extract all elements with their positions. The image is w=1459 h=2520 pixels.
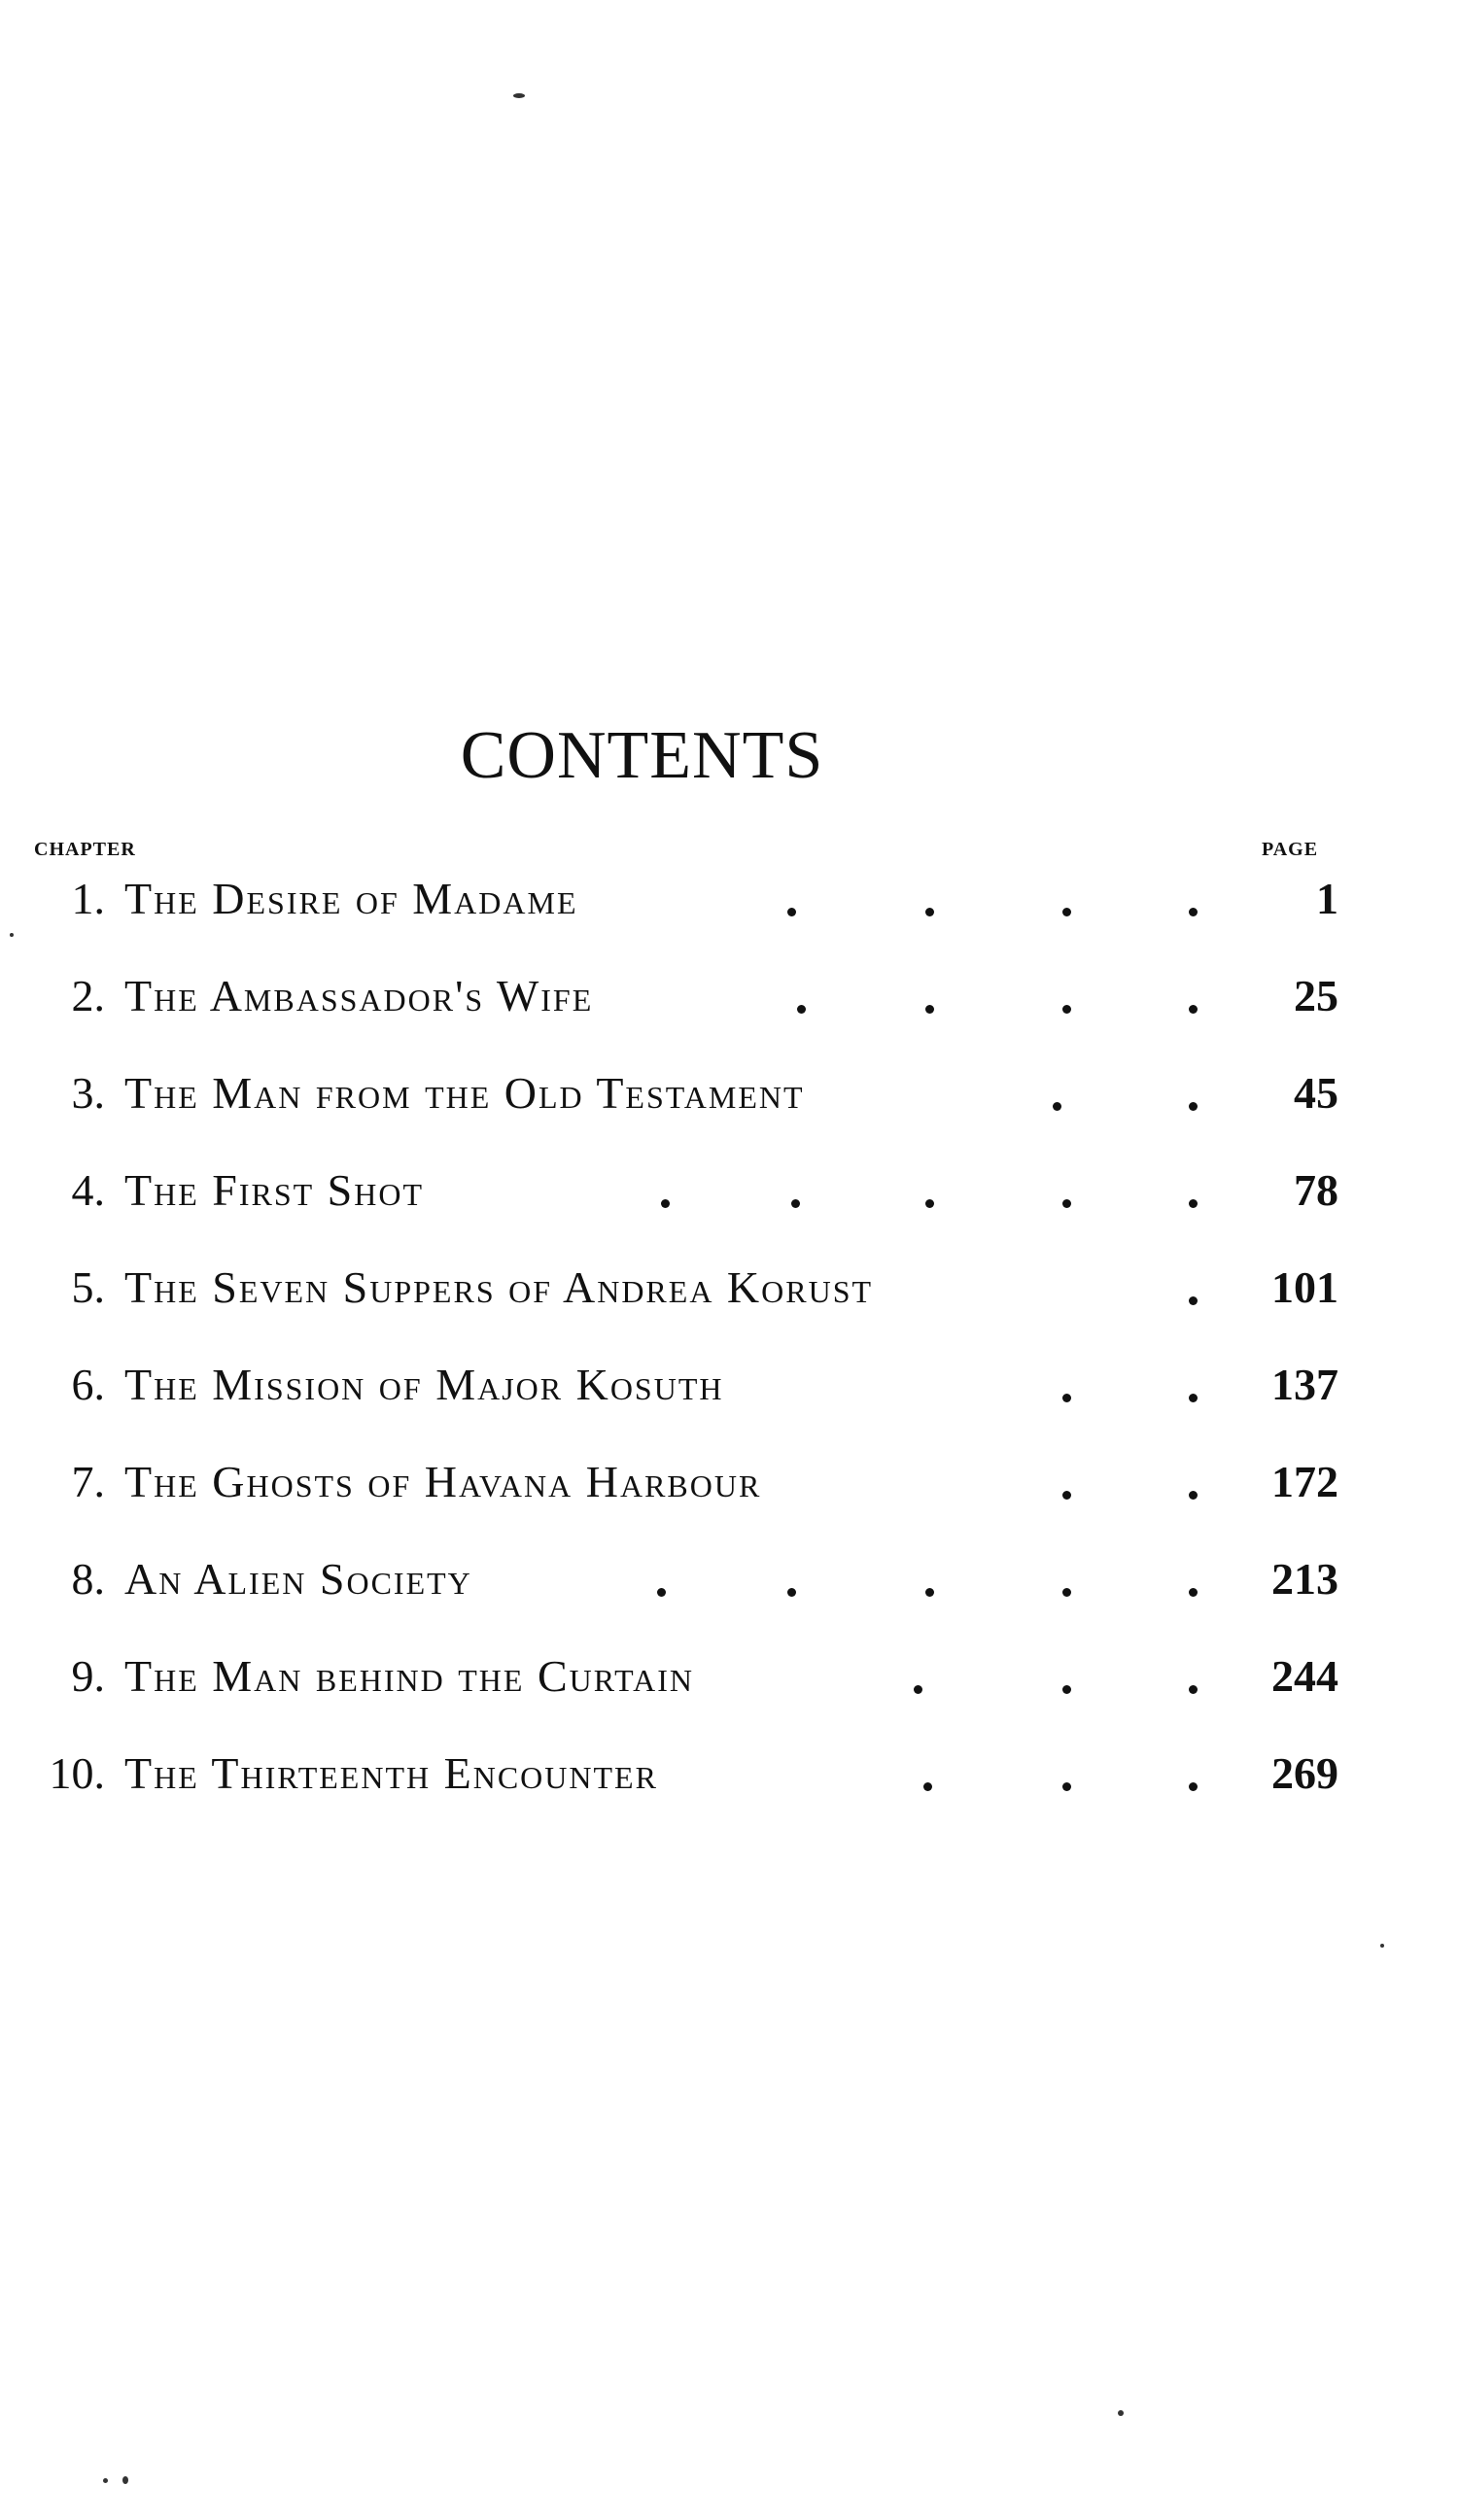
chapter-number: 8.: [71, 1554, 105, 1604]
page-number: 45: [1294, 1068, 1338, 1118]
page-number: 244: [1271, 1651, 1338, 1701]
leader-dots: [124, 1740, 1198, 1808]
chapter-title: The Man from the Old Testament: [124, 1068, 805, 1118]
scan-speck: [103, 2478, 108, 2483]
contents-heading: CONTENTS: [460, 718, 824, 793]
page-number: 269: [1271, 1748, 1338, 1798]
chapter-number: 9.: [71, 1651, 105, 1701]
toc-entry[interactable]: [0, 1351, 1459, 1419]
chapter-number: 7.: [71, 1457, 105, 1506]
toc-entry[interactable]: [0, 1545, 1459, 1613]
page-number: 78: [1294, 1165, 1338, 1215]
page-number: 1: [1316, 874, 1338, 923]
toc-entry[interactable]: [0, 1254, 1459, 1322]
leader-dots: [124, 1545, 1198, 1613]
chapter-title: The Desire of Madame: [124, 874, 578, 923]
chapter-number: 6.: [71, 1360, 105, 1409]
chapter-title: The Thirteenth Encounter: [124, 1748, 658, 1798]
chapter-title: The Mission of Major Kosuth: [124, 1360, 724, 1409]
chapter-number: 3.: [71, 1068, 105, 1118]
leader-dots: [124, 962, 1198, 1030]
leader-dots: [124, 865, 1198, 933]
chapter-number: 4.: [71, 1165, 105, 1215]
page-number: 137: [1271, 1360, 1338, 1409]
chapter-number: 1.: [71, 874, 105, 923]
scan-speck: [1118, 2410, 1124, 2416]
chapter-column-header: CHAPTER: [34, 839, 136, 860]
page-column-header: PAGE: [1262, 839, 1319, 860]
toc-entry[interactable]: [0, 1642, 1459, 1710]
leader-dots: [124, 1254, 1198, 1322]
toc-entry[interactable]: [0, 962, 1459, 1030]
chapter-number: 2.: [71, 971, 105, 1020]
chapter-number: 10.: [49, 1748, 105, 1798]
chapter-title: The First Shot: [124, 1165, 425, 1215]
toc-entry[interactable]: [0, 1156, 1459, 1225]
chapter-title: The Man behind the Curtain: [124, 1651, 695, 1701]
scan-speck: [122, 2476, 128, 2484]
toc-entry[interactable]: [0, 1740, 1459, 1808]
chapter-title: The Ghosts of Havana Harbour: [124, 1457, 762, 1506]
leader-dots: [124, 1642, 1198, 1710]
scan-speck: [10, 933, 14, 937]
leader-dots: [124, 1156, 1198, 1225]
scan-speck: [513, 93, 525, 98]
leader-dots: [124, 1059, 1198, 1127]
scan-speck: [1380, 1944, 1384, 1948]
page-number: 101: [1271, 1262, 1338, 1312]
chapter-number: 5.: [71, 1262, 105, 1312]
toc-entry[interactable]: [0, 1448, 1459, 1516]
leader-dots: [124, 1351, 1198, 1419]
chapter-title: The Seven Suppers of Andrea Korust: [124, 1262, 874, 1312]
toc-entry[interactable]: [0, 1059, 1459, 1127]
page-number: 172: [1271, 1457, 1338, 1506]
chapter-title: The Ambassador's Wife: [124, 971, 594, 1020]
chapter-title: An Alien Society: [124, 1554, 472, 1604]
leader-dots: [124, 1448, 1198, 1516]
page-number: 213: [1271, 1554, 1338, 1604]
toc-entry[interactable]: [0, 865, 1459, 933]
page-number: 25: [1294, 971, 1338, 1020]
